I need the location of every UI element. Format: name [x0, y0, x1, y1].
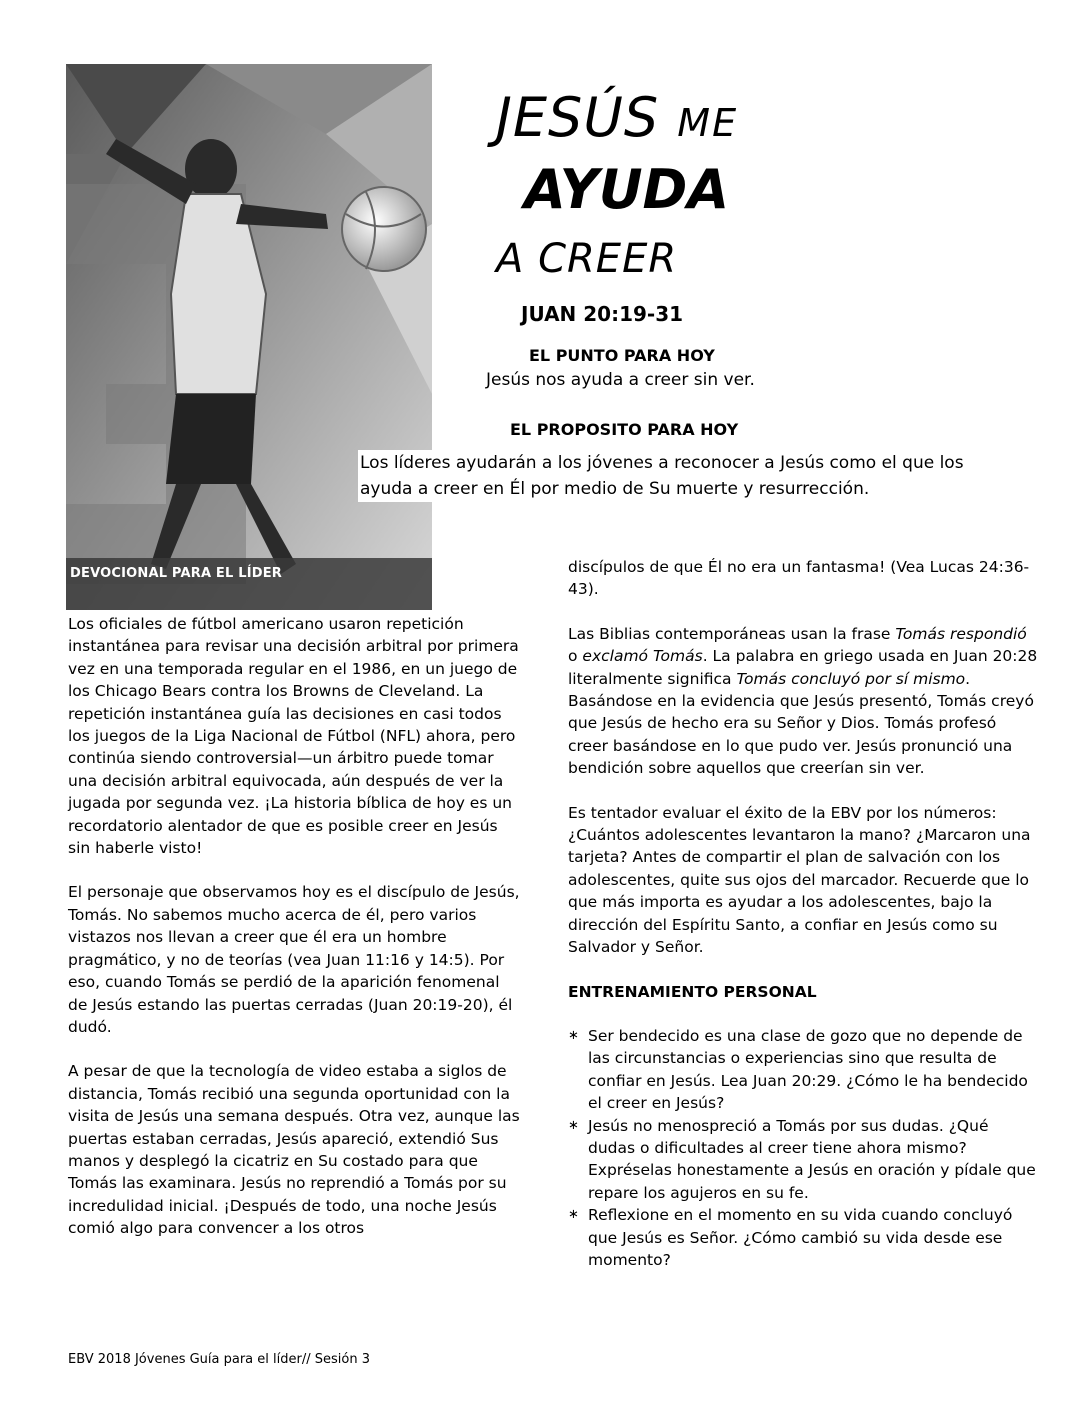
- title-line-1: JESÚS ME: [496, 86, 739, 149]
- title-line-2: AYUDA: [524, 158, 730, 221]
- devotional-paragraph-3: A pesar de que la tecnología de video estaba a siglos de distancia, Tomás recibió una segunda oportunidad con la visita de Jesús una semana después. Otra vez, aunque las puertas estaban cerradas, Jesús apareció, extendió Sus manos y desplegó la cicatriz en Su costado para que Tomás las examinara. Jesús no reprendió a Tomás por su incredulidad inicial. ¡Después de todo, una noche Jesús comió algo para convencer a los otros: [68, 1062, 520, 1238]
- list-item: ∗ Reflexione en el momento en su vida cuando concluyó que Jesús es Señor. ¿Cómo cambió su vida desde ese momento?: [568, 1206, 1013, 1269]
- page-footer: EBV 2018 Jóvenes Guía para el líder// Sesión 3: [68, 1352, 370, 1367]
- list-item: ∗ Ser bendecido es una clase de gozo que no depende de las circunstancias o experiencias sino que resulta de confiar en Jesús. Lea Juan 20:29. ¿Cómo le ha bendecido el creer en Jesús?: [568, 1026, 1028, 1113]
- right-column: [568, 556, 1038, 1271]
- purpose-text: Los líderes ayudarán a los jóvenes a reconocer a Jesús como el que los ayuda a creer en Él por medio de Su muerte y resurrección.: [358, 450, 1000, 502]
- asterisk-bullet-icon: ∗: [568, 1207, 579, 1223]
- devotional-paragraph-5: Es tentador evaluar el éxito de la EBV por los números: ¿Cuántos adolescentes levantaron la mano? ¿Marcaron una tarjeta? Antes de compartir el plan de salvación con los adolescentes, quite sus ojos del marcador. Recuerde que lo que más importa es ayudar a los adolescentes, bajo la dirección del Espíritu Santo, a confiar en Jesús como su Salvador y Señor.: [568, 803, 1031, 957]
- hero-image: [66, 64, 432, 610]
- volleyball-player-image: [66, 64, 432, 610]
- devotional-heading: DEVOCIONAL PARA EL LÍDER: [70, 566, 283, 581]
- list-item: ∗ Jesús no menospreció a Tomás por sus dudas. ¿Qué dudas o dificultades al creer tiene ahora mismo? Expréselas honestamente a Jesús en oración y pídale que repare los agujeros en su fe.: [568, 1116, 1036, 1202]
- asterisk-bullet-icon: ∗: [568, 1117, 579, 1133]
- training-list: [568, 1025, 1038, 1271]
- title-line-3: A CREER: [496, 236, 678, 282]
- point-heading: EL PUNTO PARA HOY: [529, 346, 715, 365]
- asterisk-bullet-icon: ∗: [568, 1027, 579, 1043]
- scripture-reference: JUAN 20:19-31: [521, 302, 684, 326]
- devotional-paragraph-1: Los oficiales de fútbol americano usaron repetición instantánea para revisar una decisión arbitral por primera vez en una temporada regular en el 1986, en un juego de los Chicago Bears contra los Browns de Cleveland. La repetición instantánea guía las decisiones en casi todos los juegos de la Liga Nacional de Fútbol (NFL) ahora, pero continúa siendo controversial—un árbitro puede tomar una decisión arbitral equivocada, aún después de ver la jugada por segunda vez. ¡La historia bíblica de hoy es un recordatorio alentador de que es posible creer en Jesús sin haberle visto!: [68, 615, 519, 858]
- purpose-heading: EL PROPOSITO PARA HOY: [510, 420, 739, 439]
- devotional-paragraph-2: El personaje que observamos hoy es el discípulo de Jesús, Tomás. No sabemos mucho acerca de él, pero varios vistazos nos llevan a creer que él era un hombre pragmático, y no de teorías (vea Juan 11:16 y 14:5). Por eso, cuando Tomás se perdió de la aparición fenomenal de Jesús estando las puertas cerradas (Juan 20:19-20), él dudó.: [68, 883, 520, 1036]
- training-heading: ENTRENAMIENTO PERSONAL: [568, 982, 817, 1001]
- point-text: Jesús nos ayuda a creer sin ver.: [486, 370, 755, 390]
- volleyball-icon: [342, 187, 426, 271]
- devotional-paragraph-3-continued: discípulos de que Él no era un fantasma! (Vea Lucas 24:36-43).: [568, 558, 1030, 599]
- left-column: [68, 613, 520, 1262]
- devotional-paragraph-4: Las Biblias contemporáneas usan la frase Tomás respondió o exclamó Tomás. La palabra en griego usada en Juan 20:28 literalmente significa Tomás concluyó por sí mismo. Basándose en la evidencia que Jesús presentó, Tomás creyó que Jesús de hecho era su Señor y Dios. Tomás profesó creer basándose en lo que pudo ver. Jesús pronunció una bendición sobre aquellos que creerían sin ver.: [568, 624, 1038, 778]
